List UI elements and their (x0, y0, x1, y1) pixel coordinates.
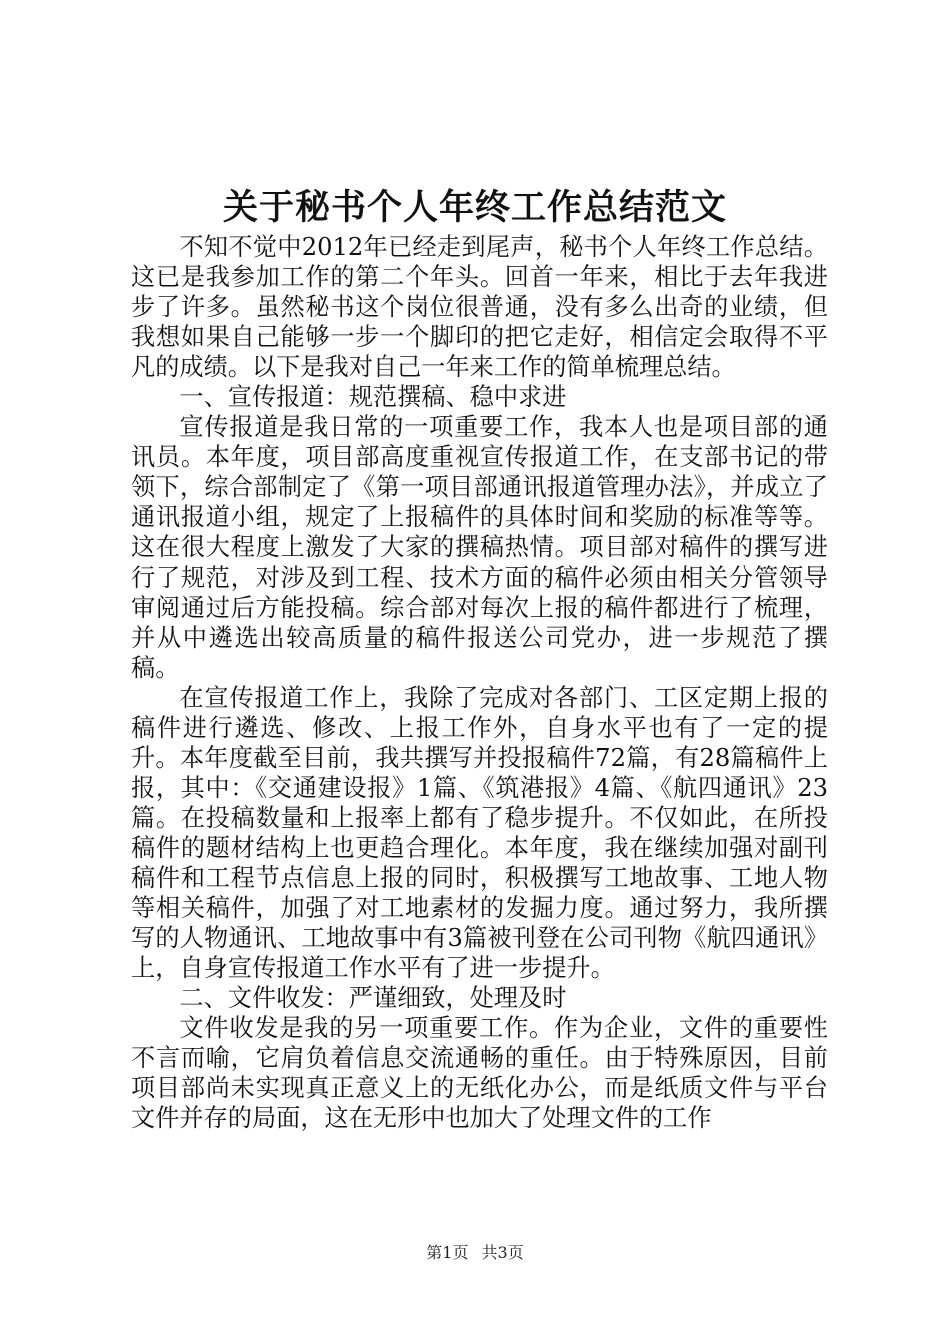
section-heading-publicity: 一、宣传报道：规范撰稿、稳中求进 (179, 383, 567, 412)
document-title: 关于秘书个人年终工作总结范文 (222, 187, 727, 228)
section-heading-documents: 二、文件收发：严谨细致，处理及时 (179, 984, 567, 1013)
page-footer (0, 1243, 950, 1263)
paragraph-documents: 文件收发是我的另一项重要工作。作为企业，文件的重要性不言而喻，它肩负着信息交流通畅的重任。由于特殊原因，目前项目部尚未实现真正意义上的无纸化办公，而是纸质文件与平台文件并存的局面，这在无形中也加大了处理文件的工作 (131, 1014, 828, 1133)
page-total: 共3页 (481, 1243, 524, 1262)
paragraph-publicity-overview: 宣传报道是我日常的一项重要工作，我本人也是项目部的通讯员。本年度，项目部高度重视宣传报道工作，在支部书记的带领下，综合部制定了《第一项目部通讯报道管理办法》，并成立了通讯报道小组，规定了上报稿件的具体时间和奖励的标准等等。这在很大程度上激发了大家的撰稿热情。项目部对稿件的撰写进行了规范，对涉及到工程、技术方面的稿件必须由相关分管领导审阅通过后方能投稿。综合部对每次上报的稿件都进行了梳理，并从中遴选出较高质量的稿件报送公司党办，进一步规范了撰稿。 (131, 413, 828, 682)
paragraph-publicity-results: 在宣传报道工作上，我除了完成对各部门、工区定期上报的稿件进行遴选、修改、上报工作外，自身水平也有了一定的提升。本年度截至目前，我共撰写并投报稿件72篇，有28篇稿件上报，其中：《交通建设报》1篇、《筑港报》4篇、《航四通讯》23篇。在投稿数量和上报率上都有了稳步提升。不仅如此，在所投稿件的题材结构上也更趋合理化。本年度，我在继续加强对副刊稿件和工程节点信息上报的同时，积极撰写工地故事、工地人物等相关稿件，加强了对工地素材的发掘力度。通过努力，我所撰写的人物通讯、工地故事中有3篇被刊登在公司刊物《航四通讯》上，自身宣传报道工作水平有了进一步提升。 (131, 683, 828, 983)
document-body (131, 232, 828, 1133)
page-number: 第1页 (426, 1243, 469, 1262)
paragraph-intro: 不知不觉中2012年已经走到尾声，秘书个人年终工作总结。这已是我参加工作的第二个年头。回首一年来，相比于去年我进步了许多。虽然秘书这个岗位很普通，没有多么出奇的业绩，但我想如果自己能够一步一个脚印的把它走好，相信定会取得不平凡的成绩。以下是我对自己一年来工作的简单梳理总结。 (131, 233, 828, 382)
